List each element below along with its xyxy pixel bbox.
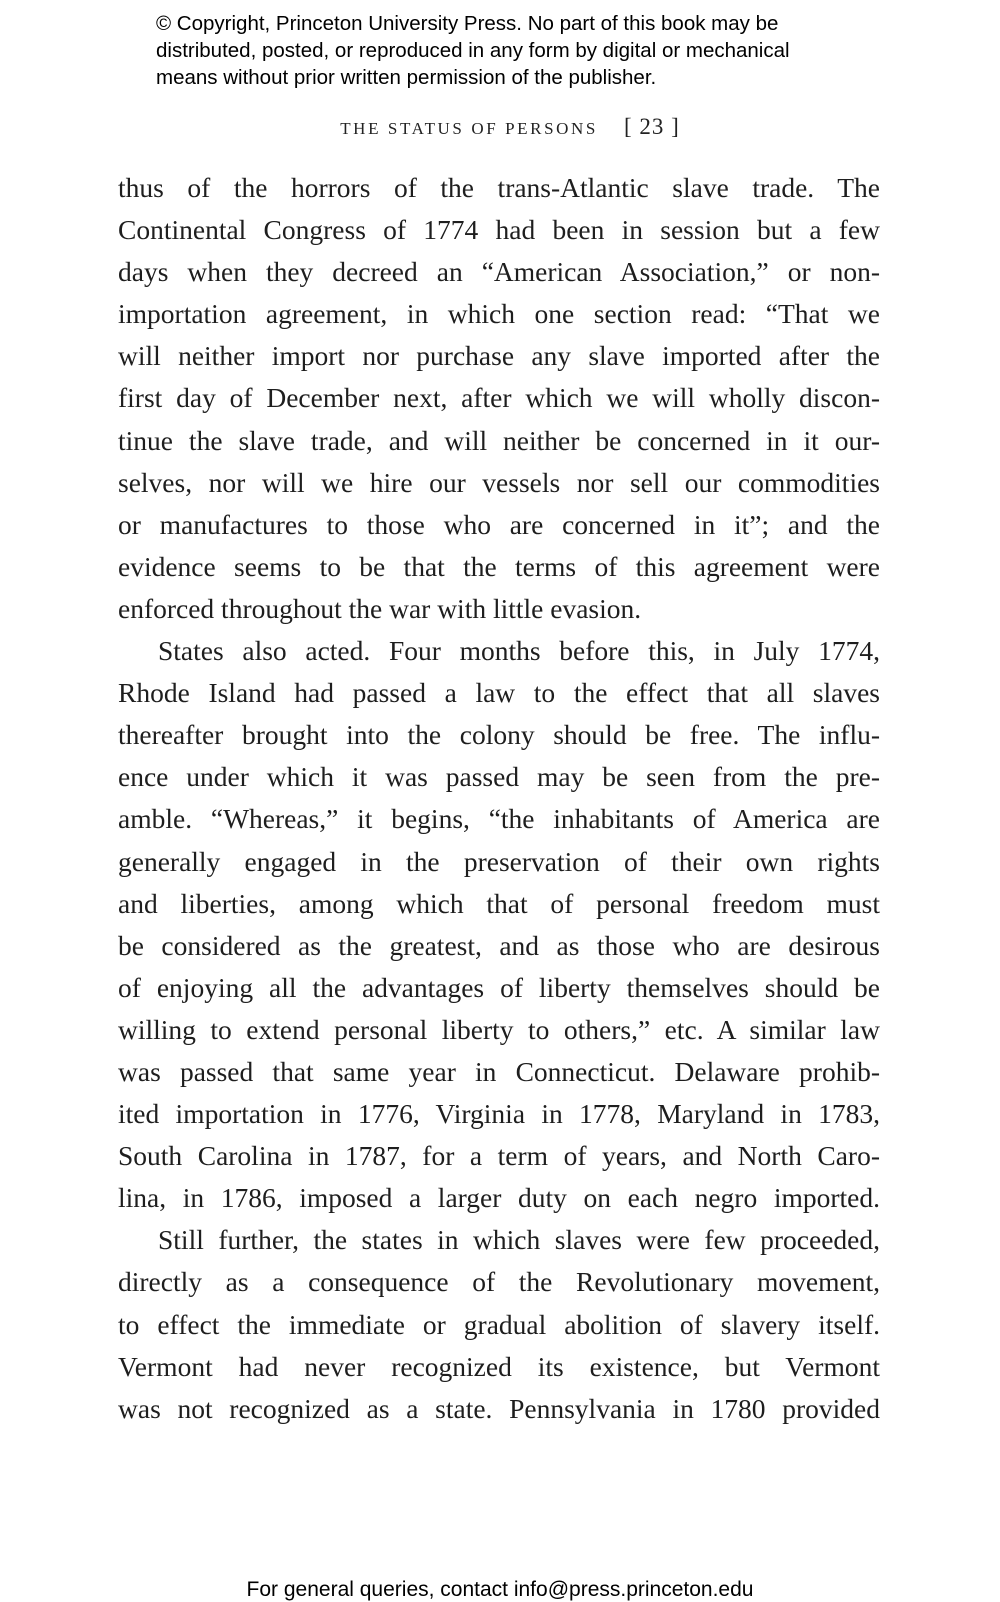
- text-line: tinue the slave trade, and will neither be concerned in it our-: [118, 424, 880, 456]
- text-line: lina, in 1786, imposed a larger duty on each negro imported.: [118, 1182, 880, 1214]
- text-line: South Carolina in 1787, for a term of years, and North Caro-: [118, 1140, 880, 1172]
- body-text: [118, 167, 880, 1430]
- text-line: directly as a consequence of the Revolutionary movement,: [118, 1266, 880, 1298]
- text-line: importation agreement, in which one section read: “That we: [118, 298, 880, 330]
- text-line: will neither import nor purchase any slave imported after the: [118, 340, 880, 372]
- text-line: to effect the immediate or gradual abolition of slavery itself.: [118, 1308, 880, 1340]
- text-line: days when they decreed an “American Association,” or non-: [118, 256, 880, 288]
- text-line: Continental Congress of 1774 had been in session but a few: [118, 214, 880, 246]
- text-line: amble. “Whereas,” it begins, “the inhabitants of America are: [118, 803, 880, 835]
- text-line: selves, nor will we hire our vessels nor sell our commodities: [118, 466, 880, 498]
- running-title: THE STATUS OF PERSONS: [340, 119, 598, 138]
- text-line: evidence seems to be that the terms of this agreement were: [118, 550, 880, 582]
- text-line: Rhode Island had passed a law to the effect that all slaves: [118, 677, 880, 709]
- text-line: ence under which it was passed may be seen from the pre-: [118, 761, 880, 793]
- text-line: generally engaged in the preservation of their own rights: [118, 845, 880, 877]
- text-line: enforced throughout the war with little evasion.: [118, 592, 642, 624]
- copyright-line: means without prior written permission of the publisher.: [156, 66, 657, 89]
- text-line: first day of December next, after which we will wholly discon-: [118, 382, 880, 414]
- text-line: thereafter brought into the colony should be free. The influ-: [118, 719, 880, 751]
- text-line: of enjoying all the advantages of liberty themselves should be: [118, 971, 880, 1003]
- copyright-notice: [156, 10, 916, 91]
- copyright-line: © Copyright, Princeton University Press. No part of this book may be: [156, 12, 779, 35]
- text-line: or manufactures to those who are concerned in it”; and the: [118, 508, 880, 540]
- text-line: States also acted. Four months before this, in July 1774,: [158, 635, 880, 667]
- text-line: thus of the horrors of the trans-Atlantic slave trade. The: [118, 172, 880, 203]
- running-head: [0, 114, 1000, 140]
- text-line: and liberties, among which that of personal freedom must: [118, 887, 880, 919]
- text-line: was passed that same year in Connecticut. Delaware prohib-: [118, 1055, 880, 1087]
- text-line: Vermont had never recognized its existence, but Vermont: [118, 1350, 880, 1382]
- copyright-line: distributed, posted, or reproduced in any form by digital or mechanical: [156, 39, 790, 62]
- text-line: ited importation in 1776, Virginia in 1778, Maryland in 1783,: [118, 1098, 880, 1130]
- text-line: was not recognized as a state. Pennsylvania in 1780 provided: [118, 1392, 880, 1424]
- page-number: [ 23 ]: [623, 114, 680, 139]
- text-line: Still further, the states in which slaves were few proceeded,: [158, 1224, 880, 1256]
- text-line: be considered as the greatest, and as those who are desirous: [118, 929, 880, 961]
- footer-contact: For general queries, contact info@press.princeton.edu: [246, 1578, 754, 1601]
- text-line: willing to extend personal liberty to others,” etc. A similar law: [118, 1013, 880, 1045]
